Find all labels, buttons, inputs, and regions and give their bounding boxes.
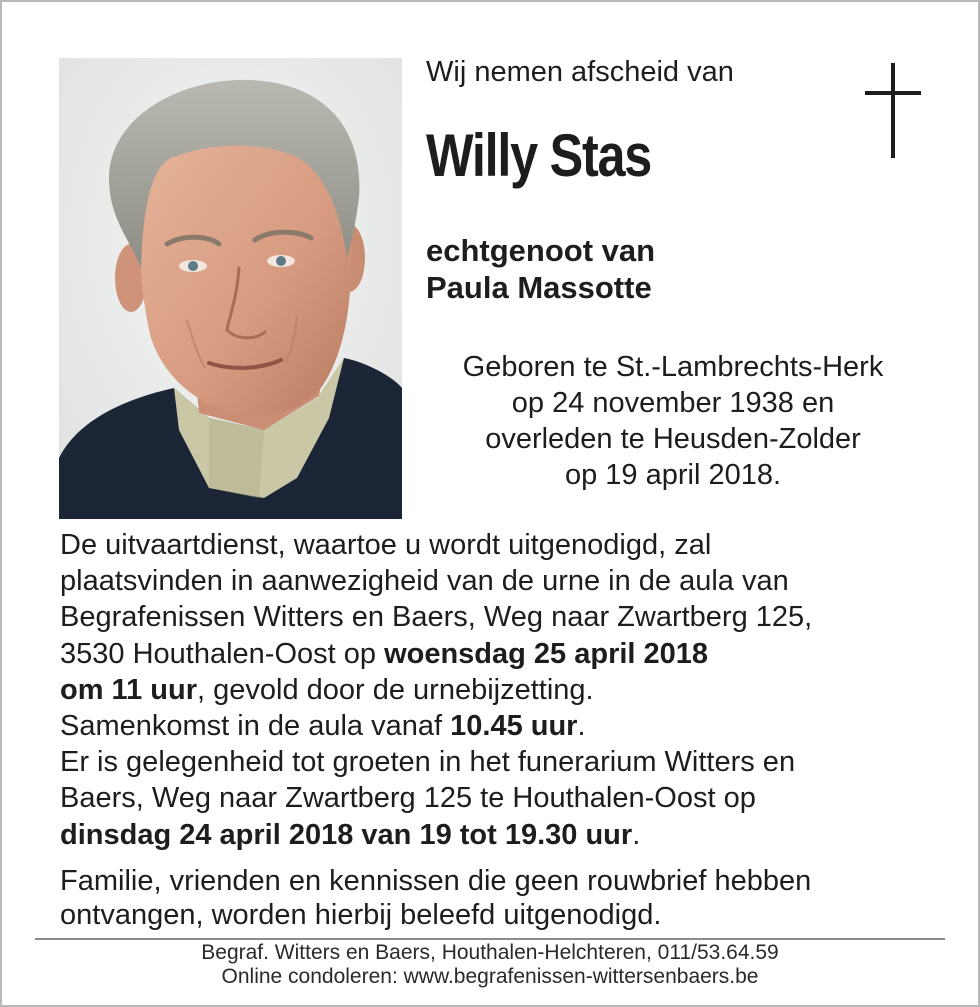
deceased-name: Willy Stas	[426, 122, 652, 189]
birth-line-2: op 24 november 1938 en	[511, 387, 835, 419]
spouse-line-1: echtgenoot van	[426, 233, 656, 268]
service-line-9	[60, 817, 812, 853]
service-line-3: Begrafenissen Witters en Baers, Weg naar Zwartberg 125,	[60, 601, 813, 634]
birth-death-block	[420, 349, 926, 493]
service-line-5	[60, 672, 812, 708]
spouse-block	[426, 232, 655, 306]
intro-text: Wij nemen afscheid van	[426, 56, 734, 88]
service-time: om 11 uur	[60, 673, 197, 706]
service-line-2: plaatsvinden in aanwezigheid van de urne in de aula van	[60, 565, 789, 598]
gathering-period: .	[577, 710, 586, 743]
portrait-illustration	[59, 58, 402, 519]
footer	[35, 941, 945, 989]
service-followup-text: , gevold door de urnebijzetting.	[197, 673, 594, 706]
closing-text	[60, 864, 811, 932]
gathering-time: 10.45 uur	[450, 710, 578, 743]
service-line-7: Er is gelegenheid tot groeten in het funerarium Witters en	[60, 746, 796, 779]
service-line-1: De uitvaartdienst, waartoe u wordt uitgenodigd, zal	[60, 529, 712, 561]
service-address-text: 3530 Houthalen-Oost op	[60, 637, 385, 670]
service-details	[60, 527, 812, 853]
footer-divider	[35, 938, 945, 940]
visitation-datetime: dinsdag 24 april 2018 van 19 tot 19.30 uur	[60, 818, 633, 851]
portrait-photo	[59, 58, 402, 519]
closing-line-2: ontvangen, worden hierbij beleefd uitgenodigd.	[60, 899, 662, 931]
footer-contact: Begraf. Witters en Baers, Houthalen-Helchteren, 011/53.64.59	[201, 941, 779, 964]
service-line-4	[60, 636, 812, 672]
birth-line-3: overleden te Heusden-Zolder	[485, 423, 861, 455]
cross-icon	[865, 63, 921, 158]
service-line-8: Baers, Weg naar Zwartberg 125 te Houthalen-Oost op	[60, 782, 756, 815]
spouse-line-2: Paula Massotte	[426, 270, 652, 305]
footer-condolence-link[interactable]: Online condoleren: www.begrafenissen-wittersenbaers.be	[221, 965, 759, 988]
service-line-6	[60, 708, 812, 744]
service-date: woensdag 25 april 2018	[384, 637, 709, 670]
birth-line-4: op 19 april 2018.	[564, 459, 782, 491]
birth-line-1: Geboren te St.-Lambrechts-Herk	[462, 351, 884, 383]
closing-line-1: Familie, vrienden en kennissen die geen rouwbrief hebben	[60, 865, 812, 897]
visitation-period: .	[632, 818, 641, 851]
gathering-text: Samenkomst in de aula vanaf	[60, 710, 451, 743]
